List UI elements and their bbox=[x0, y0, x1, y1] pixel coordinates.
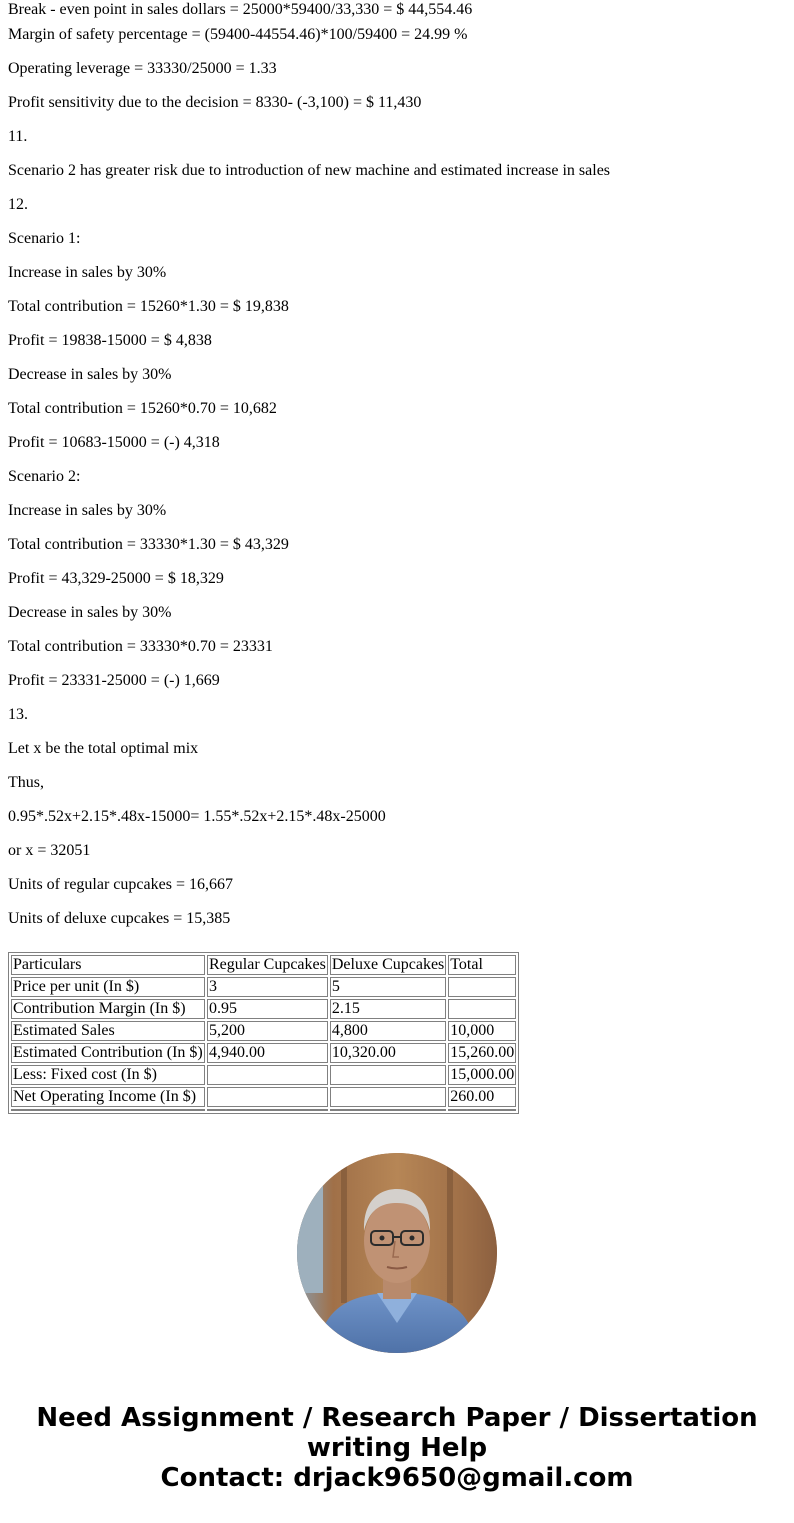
table-cell bbox=[207, 1065, 328, 1085]
table-cell: Regular Cupcakes bbox=[209, 956, 326, 973]
table-cell: 3 bbox=[207, 977, 328, 997]
table-cell: 4,940.00 bbox=[207, 1043, 328, 1063]
text-line: Scenario 2 has greater risk due to introduction of new machine and estimated increase in sales bbox=[8, 162, 611, 179]
text-line: Increase in sales by 30% bbox=[8, 502, 167, 519]
text-line: Profit sensitivity due to the decision = 8330- (-3,100) = $ 11,430 bbox=[8, 94, 422, 111]
text-line: or x = 32051 bbox=[8, 842, 91, 859]
table-cell: Estimated Contribution (In $) bbox=[11, 1043, 205, 1063]
table-row bbox=[11, 999, 516, 1019]
table-cell: 4,800 bbox=[330, 1021, 446, 1041]
contact-email: Contact: drjack9650@gmail.com bbox=[160, 1463, 634, 1493]
table-row bbox=[11, 1087, 516, 1107]
text-line: Thus, bbox=[8, 774, 44, 791]
text-line: Total contribution = 33330*0.70 = 23331 bbox=[8, 638, 273, 655]
text-line: Break - even point in sales dollars = 25000*59400/33,330 = $ 44,554.46 bbox=[8, 1, 473, 18]
text-line: Units of deluxe cupcakes = 15,385 bbox=[8, 910, 231, 927]
table-cell: 260.00 bbox=[448, 1087, 516, 1107]
text-line: Total contribution = 33330*1.30 = $ 43,329 bbox=[8, 536, 289, 553]
text-line: Operating leverage = 33330/25000 = 1.33 bbox=[8, 60, 277, 77]
author-portrait-illustration bbox=[297, 1153, 497, 1353]
scenario-heading: Scenario 2: bbox=[8, 468, 81, 485]
table-cell: 2.15 bbox=[330, 999, 446, 1019]
table-empty-row bbox=[11, 1109, 516, 1111]
table-cell: 10,000 bbox=[448, 1021, 516, 1041]
section-number: 12. bbox=[8, 196, 28, 213]
text-line: Increase in sales by 30% bbox=[8, 264, 167, 281]
section-number: 11. bbox=[8, 128, 28, 145]
table-cell: 15,000.00 bbox=[450, 1066, 515, 1083]
table-cell bbox=[448, 1109, 516, 1111]
table-cell bbox=[330, 1087, 446, 1107]
table-cell bbox=[448, 977, 516, 997]
promo-line: writing Help bbox=[306, 1433, 488, 1463]
table-cell: 10,320.00 bbox=[330, 1043, 446, 1063]
table-cell: Net Operating Income (In $) bbox=[11, 1087, 205, 1107]
table-row bbox=[11, 977, 516, 997]
table-cell bbox=[448, 999, 516, 1019]
text-line: Profit = 19838-15000 = $ 4,838 bbox=[8, 332, 212, 349]
table-cell: 5 bbox=[330, 977, 446, 997]
table-row bbox=[11, 1065, 516, 1085]
table-cell: Estimated Sales bbox=[11, 1021, 205, 1041]
table-cell: Total bbox=[448, 955, 516, 975]
text-line: Profit = 23331-25000 = (-) 1,669 bbox=[8, 672, 220, 689]
table-cell bbox=[330, 1109, 446, 1111]
document-body bbox=[8, 0, 788, 1114]
table-cell: Price per unit (In $) bbox=[11, 977, 205, 997]
scenario-heading: Scenario 1: bbox=[8, 230, 81, 247]
table-cell: Contribution Margin (In $) bbox=[11, 999, 205, 1019]
equation-line: 0.95*.52x+2.15*.48x-15000= 1.55*.52x+2.15*.48x-25000 bbox=[8, 808, 386, 825]
table-row bbox=[11, 1043, 516, 1063]
table-cell: 5,200 bbox=[207, 1021, 328, 1041]
cupcake-summary-table bbox=[8, 952, 519, 1114]
table-row bbox=[11, 1021, 516, 1041]
table-cell bbox=[207, 1087, 328, 1107]
table-cell bbox=[11, 1109, 205, 1111]
text-line: Margin of safety percentage = (59400-44554.46)*100/59400 = 24.99 % bbox=[8, 26, 468, 43]
section-number: 13. bbox=[8, 706, 28, 723]
table-cell: 15,260.00 bbox=[450, 1044, 515, 1061]
author-photo bbox=[297, 1153, 497, 1353]
table-cell: Less: Fixed cost (In $) bbox=[11, 1065, 205, 1085]
table-cell bbox=[207, 1109, 328, 1111]
text-line: Decrease in sales by 30% bbox=[8, 604, 172, 621]
table-cell: 0.95 bbox=[207, 999, 328, 1019]
table-header-row bbox=[11, 955, 516, 975]
text-line: Profit = 10683-15000 = (-) 4,318 bbox=[8, 434, 220, 451]
text-line: Units of regular cupcakes = 16,667 bbox=[8, 876, 233, 893]
table-cell: Deluxe Cupcakes bbox=[331, 956, 445, 973]
text-line: Total contribution = 15260*1.30 = $ 19,838 bbox=[8, 298, 289, 315]
text-line: Total contribution = 15260*0.70 = 10,682 bbox=[8, 400, 277, 417]
text-line: Decrease in sales by 30% bbox=[8, 366, 172, 383]
text-line: Let x be the total optimal mix bbox=[8, 740, 199, 757]
table-cell bbox=[330, 1065, 446, 1085]
promo-line: Need Assignment / Research Paper / Dissertation bbox=[36, 1403, 758, 1433]
promo-banner bbox=[0, 1403, 794, 1493]
table-cell: Particulars bbox=[11, 955, 205, 975]
text-line: Profit = 43,329-25000 = $ 18,329 bbox=[8, 570, 224, 587]
